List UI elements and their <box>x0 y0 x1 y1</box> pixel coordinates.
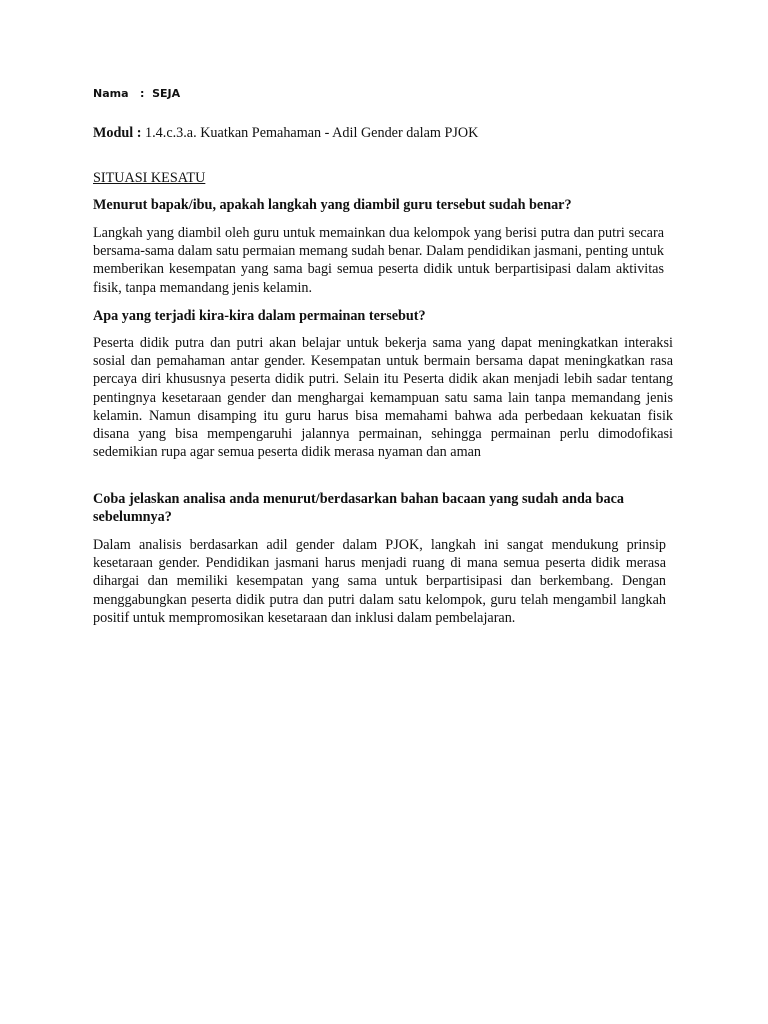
answer-1: Langkah yang diambil oleh guru untuk memainkan dua kelompok yang berisi putra dan putri secara bersama-sama dalam satu permaian memang sudah benar. Dalam pendidikan jasmani, penting untuk memberikan kesempatan yang sama bagi semua peserta didik untuk berpartisipasi dalam aktivitas fisik, tanpa memandang jenis kelamin. <box>93 225 664 296</box>
name-value: SEJA <box>152 87 181 100</box>
name-label: Nama <box>93 87 129 100</box>
section-title: SITUASI KESATU <box>93 170 206 186</box>
name-line <box>93 87 180 100</box>
modul-label: Modul : <box>93 125 142 141</box>
modul-title: 1.4.c.3.a. Kuatkan Pemahaman - Adil Gender dalam PJOK <box>145 125 479 141</box>
question-1: Menurut bapak/ibu, apakah langkah yang diambil guru tersebut sudah benar? <box>93 197 572 213</box>
modul-line <box>93 124 673 142</box>
question-3: Coba jelaskan analisa anda menurut/berdasarkan bahan bacaan yang sudah anda baca sebelumnya? <box>93 491 624 526</box>
name-separator: : <box>140 87 145 100</box>
answer-2: Peserta didik putra dan putri akan belajar untuk bekerja sama yang dapat meningkatkan interaksi sosial dan pemahaman antar gender. Kesempatan untuk bermain bersama dapat meningkatkan rasa percaya diri khususnya peserta didik putri. Selain itu Peserta didik akan menjadi lebih sadar tentang pentingnya kesetaraan gender dan menghargai kemampuan satu sama lain tanpa memandang jenis kelamin. Namun disamping itu guru harus bisa memahami bahwa ada perbedaan kekuatan fisik disana yang bisa mempengaruhi jalannya permainan, sehingga permainan perlu dimodofikasi sedemikian rupa agar semua peserta didik merasa nyaman dan aman <box>93 335 673 461</box>
answer-3: Dalam analisis berdasarkan adil gender dalam PJOK, langkah ini sangat mendukung prinsip kesetaraan gender. Pendidikan jasmani harus menjadi ruang di mana semua peserta didik merasa dihargai dan memiliki kesempatan yang sama untuk berpartisipasi dan berkembang. Dengan menggabungkan peserta didik putra dan putri dalam satu kelompok, guru telah mengambil langkah positif untuk mempromosikan kesetaraan dan inklusi dalam pembelajaran. <box>93 537 666 626</box>
question-2: Apa yang terjadi kira-kira dalam permainan tersebut? <box>93 308 426 324</box>
